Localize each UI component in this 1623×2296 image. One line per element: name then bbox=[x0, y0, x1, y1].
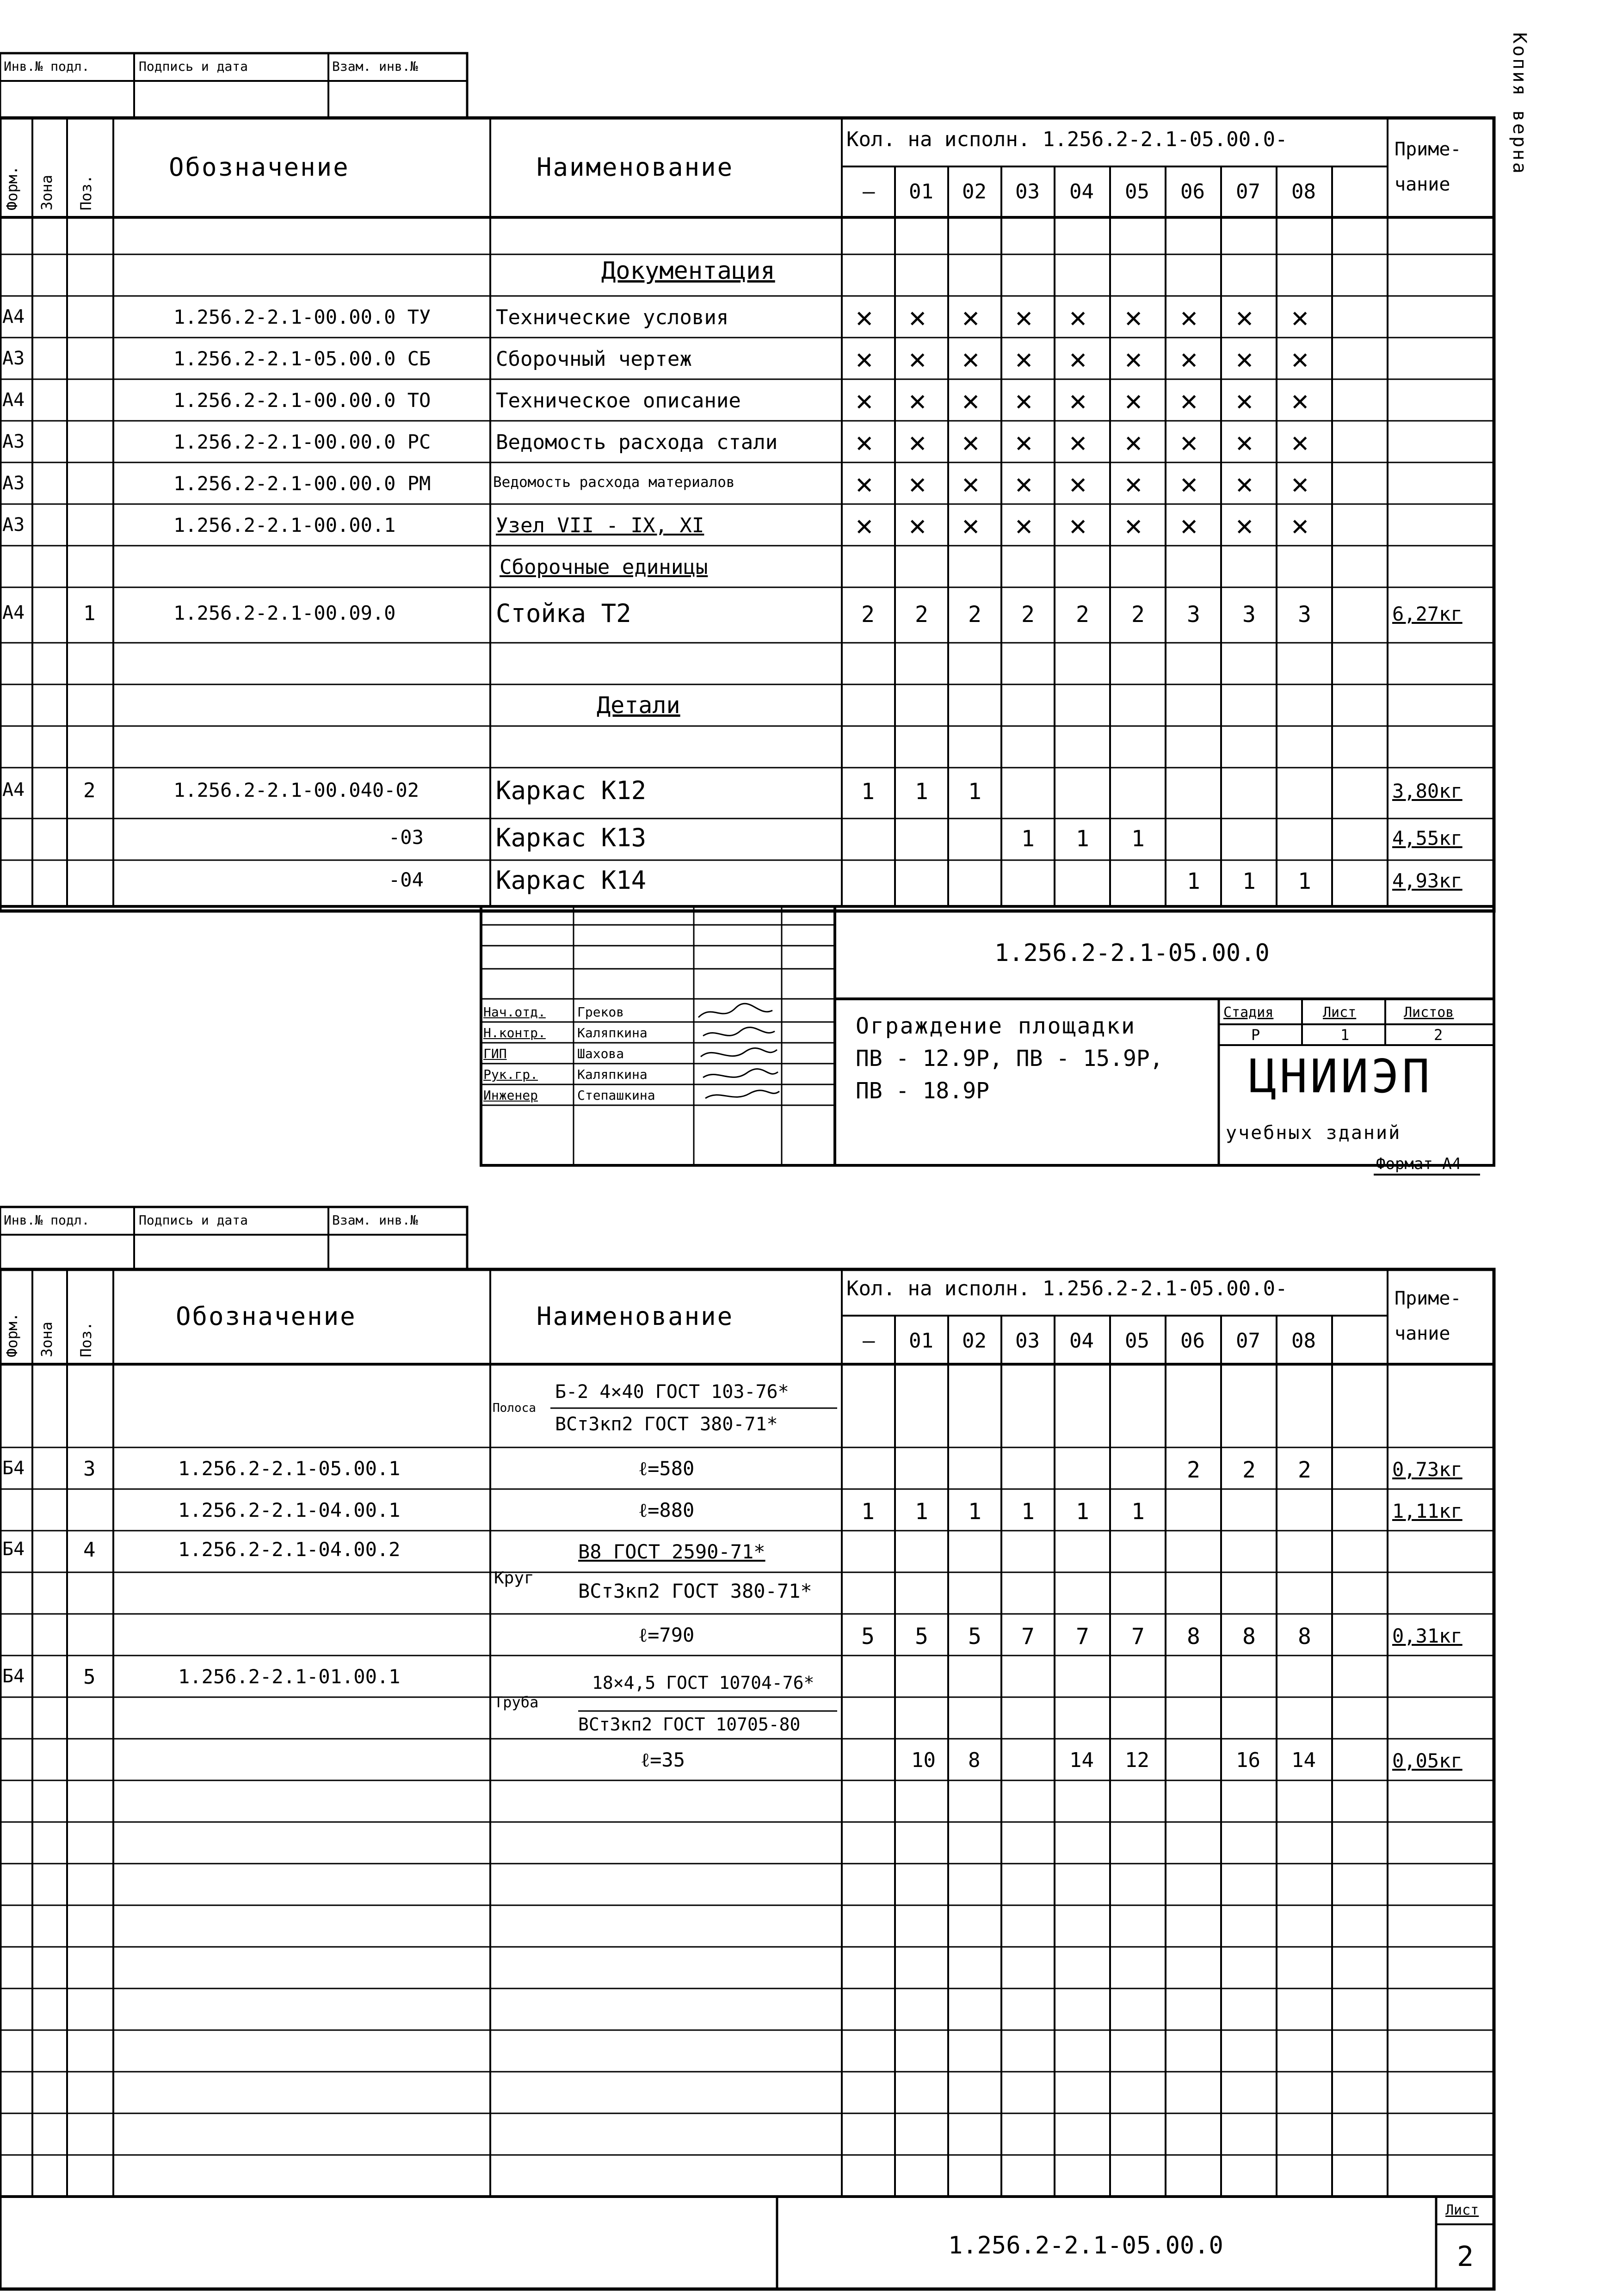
doc-designation: 1.256.2-2.1-00.00.0 РМ bbox=[173, 472, 431, 495]
variant-header: 04 bbox=[1069, 180, 1094, 203]
doc-mark: ✕ bbox=[1291, 383, 1309, 417]
variant-header: 07 bbox=[1236, 1329, 1260, 1353]
doc-mark: ✕ bbox=[962, 467, 980, 500]
row-designation: 1.256.2-2.1-04.00.2 bbox=[178, 1538, 401, 1561]
variant-header: 03 bbox=[1015, 1329, 1040, 1353]
material-spec-bottom: ВСт3кп2 ГОСТ 380-71* bbox=[578, 1580, 812, 1602]
doc-mark: ✕ bbox=[1125, 300, 1142, 334]
role-label: Н.контр. bbox=[483, 1025, 546, 1040]
stage-value: Р bbox=[1251, 1026, 1260, 1044]
column-header-pos: Поз. bbox=[77, 1321, 95, 1357]
row-name: ℓ=880 bbox=[638, 1499, 695, 1521]
qty-cell: 1 bbox=[1021, 1499, 1035, 1525]
doc-mark: ✕ bbox=[909, 425, 926, 459]
note-cell: 0,05кг bbox=[1392, 1749, 1463, 1772]
variant-header: 07 bbox=[1236, 180, 1260, 203]
qty-cell: 14 bbox=[1069, 1748, 1094, 1772]
qty-cell: 5 bbox=[861, 1624, 875, 1650]
column-header-name: Наименование bbox=[537, 1302, 734, 1331]
note-cell: 0,31кг bbox=[1392, 1625, 1463, 1647]
doc-mark: ✕ bbox=[962, 300, 980, 334]
row-designation: 1.256.2-2.1-04.00.1 bbox=[178, 1499, 401, 1521]
doc-designation: 1.256.2-2.1-00.00.1 bbox=[173, 514, 396, 536]
doc-mark: ✕ bbox=[1015, 383, 1033, 417]
qty-cell: 2 bbox=[861, 602, 875, 628]
person-name: Степашкина bbox=[577, 1088, 655, 1103]
drawing-code: 1.256.2-2.1-05.00.0 bbox=[994, 939, 1270, 967]
qty-cell: 8 bbox=[1187, 1624, 1200, 1650]
role-label: Рук.гр. bbox=[483, 1067, 538, 1082]
column-header-qty-group: Кол. на исполн. 1.256.2-2.1-05.00.0- bbox=[846, 128, 1288, 151]
doc-mark: ✕ bbox=[1236, 300, 1253, 334]
variant-header: 08 bbox=[1291, 180, 1316, 203]
qty-cell: 2 bbox=[1187, 1457, 1200, 1483]
variant-header: 06 bbox=[1180, 1329, 1205, 1353]
doc-mark: ✕ bbox=[1291, 342, 1309, 375]
qty-cell: 1 bbox=[1076, 1499, 1089, 1525]
doc-mark: ✕ bbox=[1125, 467, 1142, 500]
doc-mark: ✕ bbox=[1291, 508, 1309, 542]
note-cell: 4,93кг bbox=[1392, 869, 1463, 892]
doc-mark: ✕ bbox=[1236, 467, 1253, 500]
qty-cell: 3 bbox=[1298, 602, 1311, 628]
doc-format: А3 bbox=[2, 473, 25, 494]
format-label: Формат А4 bbox=[1376, 1155, 1462, 1173]
role-label: ГИП bbox=[483, 1046, 507, 1061]
doc-mark: ✕ bbox=[1069, 300, 1087, 334]
variant-header: 05 bbox=[1125, 1329, 1149, 1353]
row-name: Каркас К13 bbox=[496, 823, 647, 852]
inv-header-label: Подпись и дата bbox=[139, 59, 248, 74]
qty-cell: 7 bbox=[1131, 1624, 1145, 1650]
doc-name: Технические условия bbox=[496, 306, 729, 329]
doc-mark: ✕ bbox=[962, 425, 980, 459]
column-header-designation: Обозначение bbox=[176, 1302, 357, 1331]
qty-cell: 2 bbox=[1076, 602, 1089, 628]
doc-mark: ✕ bbox=[856, 383, 873, 417]
material-spec-top: 18×4,5 ГОСТ 10704-76* bbox=[592, 1673, 815, 1693]
column-header-pos: Поз. bbox=[77, 174, 95, 210]
stage-label: Стадия bbox=[1223, 1004, 1274, 1021]
doc-mark: ✕ bbox=[1125, 508, 1142, 542]
doc-mark: ✕ bbox=[1069, 508, 1087, 542]
row-format: А4 bbox=[2, 779, 25, 800]
doc-format: А4 bbox=[2, 389, 25, 411]
sheet-label: Лист bbox=[1323, 1004, 1357, 1021]
row-format: А4 bbox=[2, 602, 25, 623]
qty-cell: 2 bbox=[968, 602, 981, 628]
variant-header: 01 bbox=[909, 1329, 933, 1353]
row-pos: 2 bbox=[83, 779, 96, 802]
sheet-label: Лист bbox=[1445, 2202, 1479, 2218]
qty-cell: 1 bbox=[1242, 868, 1256, 894]
doc-mark: ✕ bbox=[1236, 425, 1253, 459]
qty-cell: 1 bbox=[1187, 868, 1200, 894]
doc-mark: ✕ bbox=[1069, 342, 1087, 375]
sheets-label: Листов bbox=[1404, 1004, 1454, 1021]
note-cell: 3,80кг bbox=[1392, 780, 1463, 802]
column-header-zone: Зона bbox=[38, 174, 56, 210]
material-prefix: Полоса bbox=[493, 1401, 536, 1415]
inv-header-label: Подпись и дата bbox=[139, 1213, 248, 1228]
doc-name: Ведомость расхода материалов bbox=[493, 474, 735, 491]
material-spec-top: Б-2 4×40 ГОСТ 103-76* bbox=[555, 1381, 789, 1403]
row-name: ℓ=580 bbox=[638, 1457, 695, 1480]
row-name: ℓ=35 bbox=[641, 1748, 685, 1771]
variant-header: 04 bbox=[1069, 1329, 1094, 1353]
doc-mark: ✕ bbox=[1125, 425, 1142, 459]
qty-cell: 1 bbox=[1298, 868, 1311, 894]
column-header-note: Приме- чание bbox=[1395, 139, 1462, 195]
variant-header: 05 bbox=[1125, 180, 1149, 203]
column-header-designation: Обозначение bbox=[169, 153, 350, 182]
row-pos: 3 bbox=[83, 1457, 96, 1481]
variant-header: – bbox=[863, 1329, 875, 1353]
doc-name: Узел VII - IX, XI bbox=[496, 514, 704, 537]
variant-header: 06 bbox=[1180, 180, 1205, 203]
row-designation: -03 bbox=[389, 826, 424, 849]
doc-mark: ✕ bbox=[1236, 383, 1253, 417]
row-pos: 4 bbox=[83, 1538, 96, 1562]
doc-mark: ✕ bbox=[856, 508, 873, 542]
qty-cell: 2 bbox=[1131, 602, 1145, 628]
doc-mark: ✕ bbox=[1125, 342, 1142, 375]
doc-designation: 1.256.2-2.1-05.00.0 СБ bbox=[173, 347, 431, 370]
column-header-format: Форм. bbox=[3, 1312, 21, 1357]
doc-mark: ✕ bbox=[856, 425, 873, 459]
material-prefix: Круг bbox=[494, 1569, 534, 1588]
qty-cell: 1 bbox=[915, 1499, 928, 1525]
role-label: Нач.отд. bbox=[483, 1004, 546, 1020]
qty-cell: 1 bbox=[1076, 826, 1089, 852]
qty-cell: 2 bbox=[915, 602, 928, 628]
qty-cell: 3 bbox=[1187, 602, 1200, 628]
variant-header: 08 bbox=[1291, 1329, 1316, 1353]
inv-header-label: Инв.№ подл. bbox=[4, 1213, 90, 1228]
row-format: Б4 bbox=[2, 1458, 25, 1479]
doc-mark: ✕ bbox=[1291, 300, 1309, 334]
variant-header: 01 bbox=[909, 180, 933, 203]
variant-header: 02 bbox=[962, 1329, 987, 1353]
row-name: Стойка Т2 bbox=[496, 599, 631, 628]
doc-mark: ✕ bbox=[909, 467, 926, 500]
doc-mark: ✕ bbox=[1069, 425, 1087, 459]
doc-mark: ✕ bbox=[909, 508, 926, 542]
column-header-format: Форм. bbox=[3, 166, 21, 210]
qty-cell: 1 bbox=[1021, 826, 1035, 852]
doc-mark: ✕ bbox=[962, 508, 980, 542]
note-cell: 1,11кг bbox=[1392, 1500, 1463, 1522]
doc-format: А3 bbox=[2, 431, 25, 452]
qty-cell: 7 bbox=[1021, 1624, 1035, 1650]
column-header-qty-group: Кол. на исполн. 1.256.2-2.1-05.00.0- bbox=[846, 1277, 1288, 1300]
variant-header: 02 bbox=[962, 180, 987, 203]
doc-mark: ✕ bbox=[1125, 383, 1142, 417]
inv-header-label: Взам. инв.№ bbox=[332, 1213, 418, 1228]
column-header-name: Наименование bbox=[537, 153, 734, 182]
org-subtitle: учебных зданий bbox=[1226, 1122, 1401, 1144]
qty-cell: 2 bbox=[1242, 1457, 1256, 1483]
doc-mark: ✕ bbox=[1015, 508, 1033, 542]
sheet-value: 1 bbox=[1340, 1026, 1350, 1044]
inv-header-label: Инв.№ подл. bbox=[4, 59, 90, 74]
doc-mark: ✕ bbox=[1291, 425, 1309, 459]
qty-cell: 7 bbox=[1076, 1624, 1089, 1650]
doc-mark: ✕ bbox=[856, 342, 873, 375]
doc-mark: ✕ bbox=[909, 383, 926, 417]
row-format: Б4 bbox=[2, 1666, 25, 1687]
doc-mark: ✕ bbox=[856, 467, 873, 500]
drawing-code: 1.256.2-2.1-05.00.0 bbox=[948, 2232, 1223, 2259]
note-cell: 4,55кг bbox=[1392, 827, 1463, 849]
person-name: Шахова bbox=[577, 1046, 624, 1061]
qty-cell: 10 bbox=[911, 1748, 936, 1772]
qty-cell: 1 bbox=[968, 1499, 981, 1525]
doc-mark: ✕ bbox=[909, 300, 926, 334]
variant-header: – bbox=[863, 180, 875, 203]
column-header-zone: Зона bbox=[38, 1321, 56, 1357]
doc-name: Техническое описание bbox=[496, 389, 741, 412]
qty-cell: 8 bbox=[1242, 1624, 1256, 1650]
material-prefix: Труба bbox=[494, 1693, 539, 1711]
qty-cell: 1 bbox=[968, 779, 981, 805]
doc-mark: ✕ bbox=[962, 383, 980, 417]
material-spec-bottom: ВСт3кп2 ГОСТ 10705-80 bbox=[578, 1714, 801, 1735]
doc-format: А4 bbox=[2, 306, 25, 327]
qty-cell: 1 bbox=[1131, 826, 1145, 852]
inv-header-label: Взам. инв.№ bbox=[332, 59, 418, 74]
title-line: ПВ - 12.9Р, ПВ - 15.9Р, bbox=[856, 1046, 1163, 1071]
row-pos: 1 bbox=[83, 602, 96, 625]
section-title-assemblies: Сборочные единицы bbox=[500, 555, 708, 579]
person-name: Каляпкина bbox=[577, 1025, 648, 1040]
row-designation: -04 bbox=[389, 868, 424, 891]
doc-designation: 1.256.2-2.1-00.00.0 ТО bbox=[173, 389, 431, 412]
qty-cell: 3 bbox=[1242, 602, 1256, 628]
row-format: Б4 bbox=[2, 1539, 25, 1560]
doc-mark: ✕ bbox=[1015, 300, 1033, 334]
qty-cell: 12 bbox=[1125, 1748, 1149, 1772]
qty-cell: 5 bbox=[968, 1624, 981, 1650]
signature-scribbles bbox=[694, 999, 782, 1105]
column-header-note: Приме- чание bbox=[1395, 1288, 1462, 1344]
qty-cell: 1 bbox=[861, 779, 875, 805]
doc-mark: ✕ bbox=[1291, 467, 1309, 500]
row-designation: 1.256.2-2.1-01.00.1 bbox=[178, 1665, 401, 1688]
row-pos: 5 bbox=[83, 1665, 96, 1689]
doc-mark: ✕ bbox=[1015, 425, 1033, 459]
row-designation: 1.256.2-2.1-05.00.1 bbox=[178, 1457, 401, 1480]
qty-cell: 1 bbox=[861, 1499, 875, 1525]
row-name: Каркас К14 bbox=[496, 866, 647, 895]
row-name: ℓ=790 bbox=[638, 1624, 695, 1646]
variant-header: 03 bbox=[1015, 180, 1040, 203]
row-name: Каркас К12 bbox=[496, 776, 647, 805]
doc-mark: ✕ bbox=[1180, 467, 1198, 500]
doc-name: Ведомость расхода стали bbox=[496, 431, 778, 454]
note-cell: 0,73кг bbox=[1392, 1458, 1463, 1481]
qty-cell: 8 bbox=[1298, 1624, 1311, 1650]
qty-cell: 14 bbox=[1291, 1748, 1316, 1772]
side-stamp: Копия верна bbox=[1509, 32, 1530, 175]
sheet-number: 2 bbox=[1457, 2241, 1474, 2273]
qty-cell: 16 bbox=[1236, 1748, 1260, 1772]
doc-designation: 1.256.2-2.1-00.00.0 РС bbox=[173, 431, 431, 453]
doc-format: А3 bbox=[2, 514, 25, 536]
doc-format: А3 bbox=[2, 348, 25, 369]
qty-cell: 1 bbox=[1131, 1499, 1145, 1525]
doc-mark: ✕ bbox=[1069, 383, 1087, 417]
sheets-value: 2 bbox=[1434, 1026, 1443, 1044]
title-line: ПВ - 18.9Р bbox=[856, 1078, 989, 1104]
row-designation: 1.256.2-2.1-00.040-02 bbox=[173, 779, 420, 801]
doc-mark: ✕ bbox=[1069, 467, 1087, 500]
doc-mark: ✕ bbox=[1180, 342, 1198, 375]
row-designation: 1.256.2-2.1-00.09.0 bbox=[173, 602, 396, 624]
qty-cell: 2 bbox=[1298, 1457, 1311, 1483]
material-spec-top: В8 ГОСТ 2590-71* bbox=[578, 1540, 765, 1563]
qty-cell: 1 bbox=[915, 779, 928, 805]
doc-mark: ✕ bbox=[1180, 300, 1198, 334]
qty-cell: 2 bbox=[1021, 602, 1035, 628]
doc-mark: ✕ bbox=[1180, 425, 1198, 459]
person-name: Греков bbox=[577, 1004, 624, 1020]
doc-name: Сборочный чертеж bbox=[496, 347, 692, 371]
doc-mark: ✕ bbox=[909, 342, 926, 375]
title-line: Ограждение площадки bbox=[856, 1013, 1136, 1039]
org-name: ЦНИИЭП bbox=[1249, 1049, 1433, 1103]
doc-mark: ✕ bbox=[856, 300, 873, 334]
section-title-parts: Детали bbox=[597, 692, 680, 719]
section-title-docs: Документация bbox=[601, 257, 775, 285]
doc-mark: ✕ bbox=[1015, 342, 1033, 375]
role-label: Инженер bbox=[483, 1088, 538, 1103]
doc-mark: ✕ bbox=[1015, 467, 1033, 500]
doc-mark: ✕ bbox=[1180, 508, 1198, 542]
qty-cell: 8 bbox=[968, 1748, 981, 1772]
person-name: Каляпкина bbox=[577, 1067, 648, 1082]
material-spec-bottom: ВСт3кп2 ГОСТ 380-71* bbox=[555, 1414, 778, 1435]
doc-mark: ✕ bbox=[1180, 383, 1198, 417]
doc-mark: ✕ bbox=[1236, 342, 1253, 375]
qty-cell: 5 bbox=[915, 1624, 928, 1650]
doc-designation: 1.256.2-2.1-00.00.0 ТУ bbox=[173, 306, 431, 328]
note-cell: 6,27кг bbox=[1392, 603, 1463, 625]
doc-mark: ✕ bbox=[1236, 508, 1253, 542]
doc-mark: ✕ bbox=[962, 342, 980, 375]
